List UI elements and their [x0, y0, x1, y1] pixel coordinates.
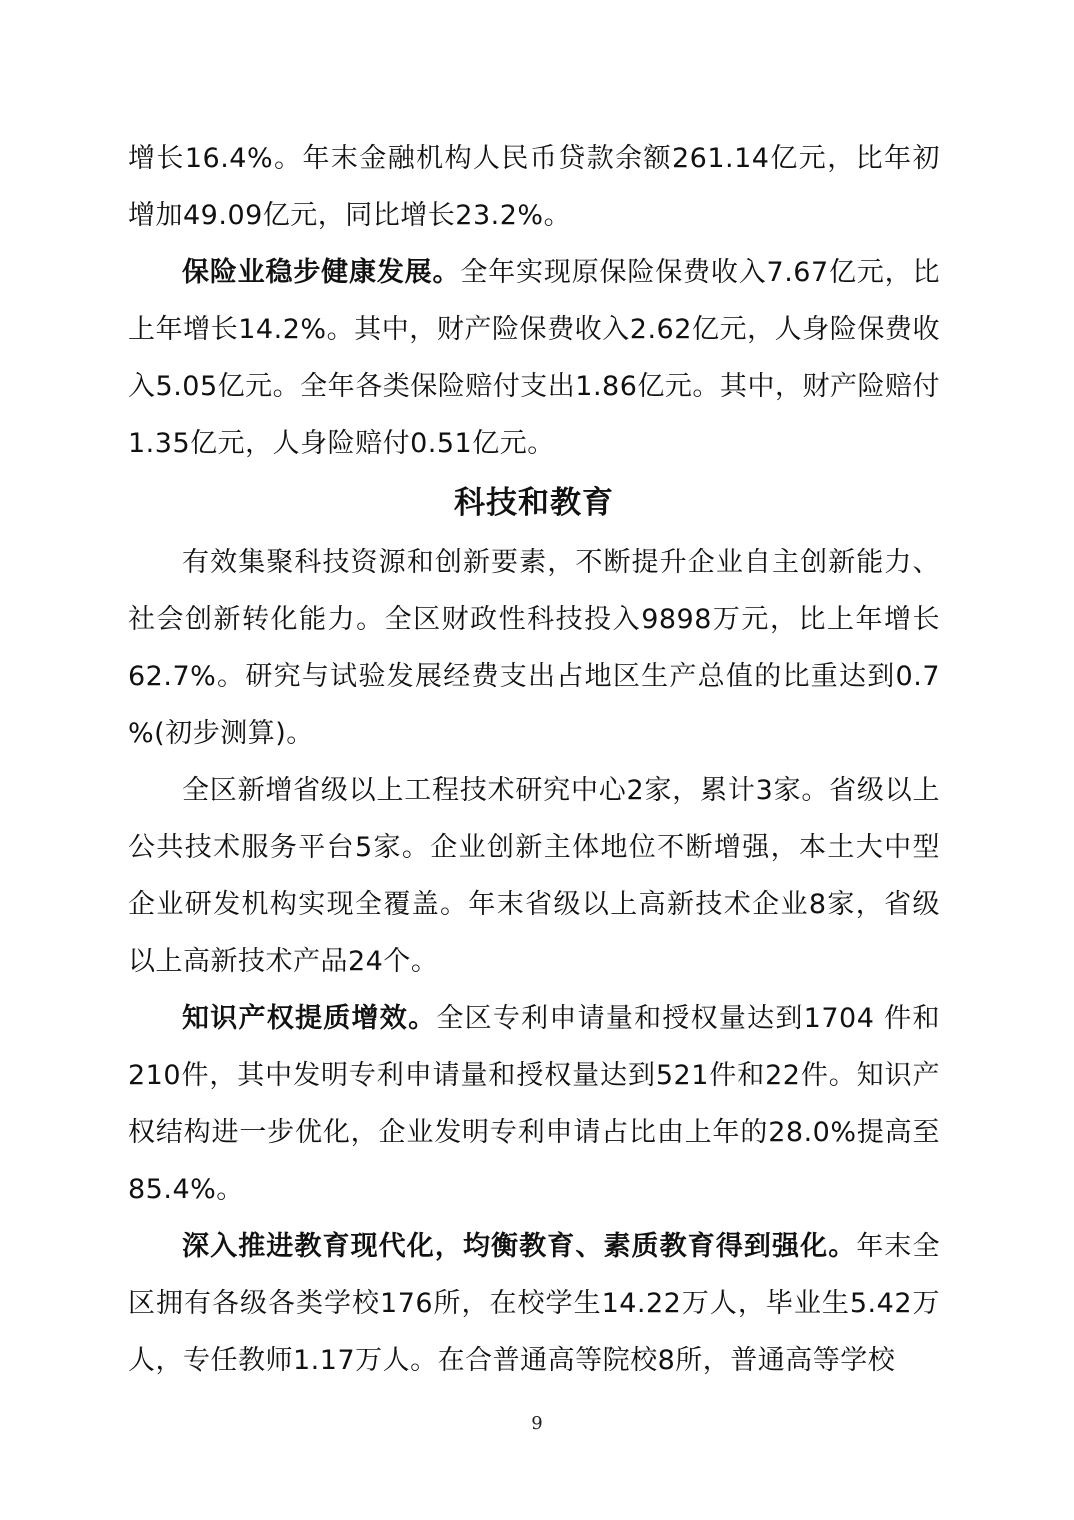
paragraph-text: 全区新增省级以上工程技术研究中心2家，累计3家。省级以上公共技术服务平台5家。企业创新主体地位不断增强，本土大中型企业研发机构实现全覆盖。年末省级以上高新技术企业8家，省级以上高新技术产品24个。	[128, 775, 940, 977]
paragraph-text: 全区专利申请量和授权量达到1704 件和 210件，其中发明专利申请量和授权量达到521件和22件。知识产权结构进一步优化，企业发明专利申请占比由上年的28.0%提高至 85.4%。	[128, 1003, 940, 1205]
paragraph-text: 年末全区拥有各级各类学校176所，在校学生14.22万人，毕业生5.42万人，专任教师1.17万人。在合普通高等院校8所，普通高等学校	[128, 1231, 941, 1376]
paragraph-finance-loans	[128, 130, 940, 244]
paragraph-lead: 保险业稳步健康发展。	[182, 257, 461, 288]
paragraph-education	[128, 1218, 940, 1389]
paragraph-text: 有效集聚科技资源和创新要素，不断提升企业自主创新能力、社会创新转化能力。全区财政性科技投入9898万元，比上年增长 62.7%。研究与试验发展经费支出占地区生产总值的比重达到0.7 %(初步测算)。	[128, 547, 940, 749]
section-title: 科技和教育	[454, 485, 614, 521]
paragraph-lead: 深入推进教育现代化，均衡教育、素质教育得到强化。	[182, 1231, 857, 1262]
paragraph-insurance	[128, 244, 940, 472]
paragraph-text: 全年实现原保险保费收入7.67亿元，比上年增长14.2%。其中，财产险保费收入2.62亿元，人身险保费收入5.05亿元。全年各类保险赔付支出1.86亿元。其中，财产险赔付1.35亿元，人身险赔付0.51亿元。	[128, 257, 941, 459]
paragraph-research-centers	[128, 762, 940, 990]
body-text	[128, 130, 940, 1389]
paragraph-intellectual-property	[128, 990, 940, 1218]
paragraph-science-investment	[128, 534, 940, 762]
page-number: 9	[531, 1413, 543, 1434]
paragraph-text: 增长16.4%。年末金融机构人民币贷款余额261.14亿元，比年初增加49.09亿元，同比增长23.2%。	[128, 143, 940, 231]
paragraph-lead: 知识产权提质增效。	[182, 1003, 437, 1034]
